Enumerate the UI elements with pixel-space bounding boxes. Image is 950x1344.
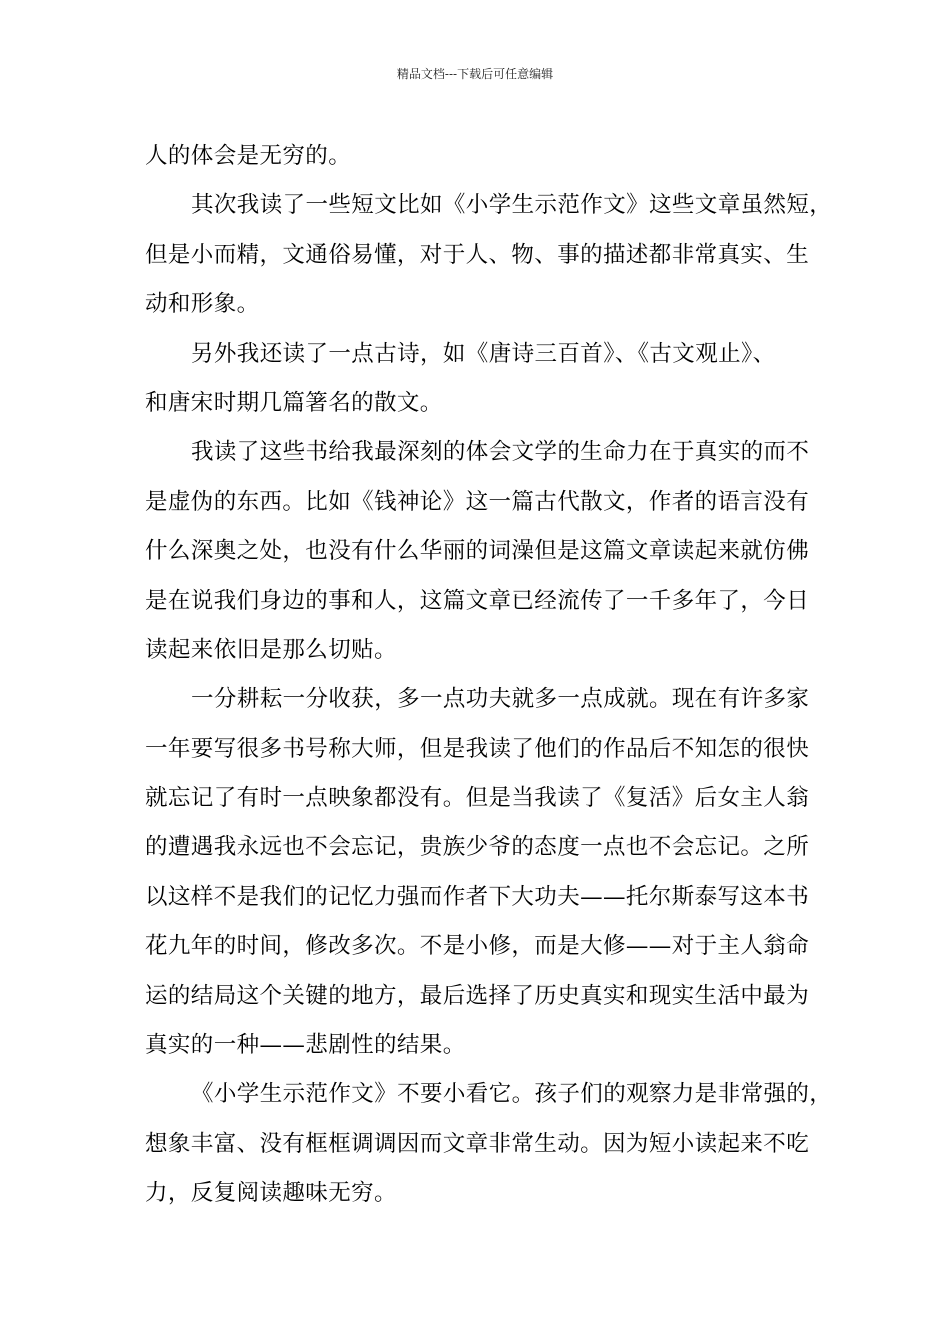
text-line: 运的结局这个关键的地方，最后选择了历史真实和现实生活中最为 xyxy=(145,982,810,1009)
text-line: 其次我读了一些短文比如《小学生示范作文》这些文章虽然短， xyxy=(191,192,833,219)
text-line: 另外我还读了一点古诗，如《唐诗三百首》、《古文观止》、 xyxy=(191,340,776,367)
text-line: 力，反复阅读趣味无穷。 xyxy=(145,1180,397,1207)
text-line: 动和形象。 xyxy=(145,291,260,318)
text-line: 就忘记了有时一点映象都没有。但是当我读了《复活》后女主人翁 xyxy=(145,785,810,812)
text-line: 和唐宋时期几篇箸名的散文。 xyxy=(145,389,443,416)
text-line: 花九年的时间，修改多次。不是小修，而是大修——对于主人翁命 xyxy=(145,933,810,960)
text-line: 想象丰富、没有框框调调因而文章非常生动。因为短小读起来不吃 xyxy=(145,1130,810,1157)
text-line: 是虚伪的东西。比如《钱神论》这一篇古代散文，作者的语言没有 xyxy=(145,488,810,515)
text-line: 的遭遇我永远也不会忘记，贵族少爷的态度一点也不会忘记。之所 xyxy=(145,834,810,861)
text-line: 真实的一种——悲剧性的结果。 xyxy=(145,1032,466,1059)
text-line: 我读了这些书给我最深刻的体会文学的生命力在于真实的而不 xyxy=(191,439,810,466)
text-line: 但是小而精，文通俗易懂，对于人、物、事的描述都非常真实、生 xyxy=(145,241,810,268)
text-line: 人的体会是无穷的。 xyxy=(145,143,352,169)
text-line: 《小学生示范作文》不要小看它。孩子们的观察力是非常强的， xyxy=(191,1081,833,1108)
text-line: 读起来依旧是那么切贴。 xyxy=(145,636,397,663)
text-line: 以这样不是我们的记忆力强而作者下大功夫——托尔斯泰写这本书 xyxy=(145,883,810,910)
page-header: 精品文档---下载后可任意编辑 xyxy=(396,67,554,81)
text-line: 什么深奥之处，也没有什么华丽的词澡但是这篇文章读起来就仿佛 xyxy=(145,538,810,565)
document-body xyxy=(145,132,833,1219)
text-line: 一年要写很多书号称大师，但是我读了他们的作品后不知怎的很快 xyxy=(145,735,810,762)
text-line: 是在说我们身边的事和人，这篇文章已经流传了一千多年了，今日 xyxy=(145,587,810,614)
text-line: 一分耕耘一分收获，多一点功夫就多一点成就。现在有许多家 xyxy=(191,686,810,713)
